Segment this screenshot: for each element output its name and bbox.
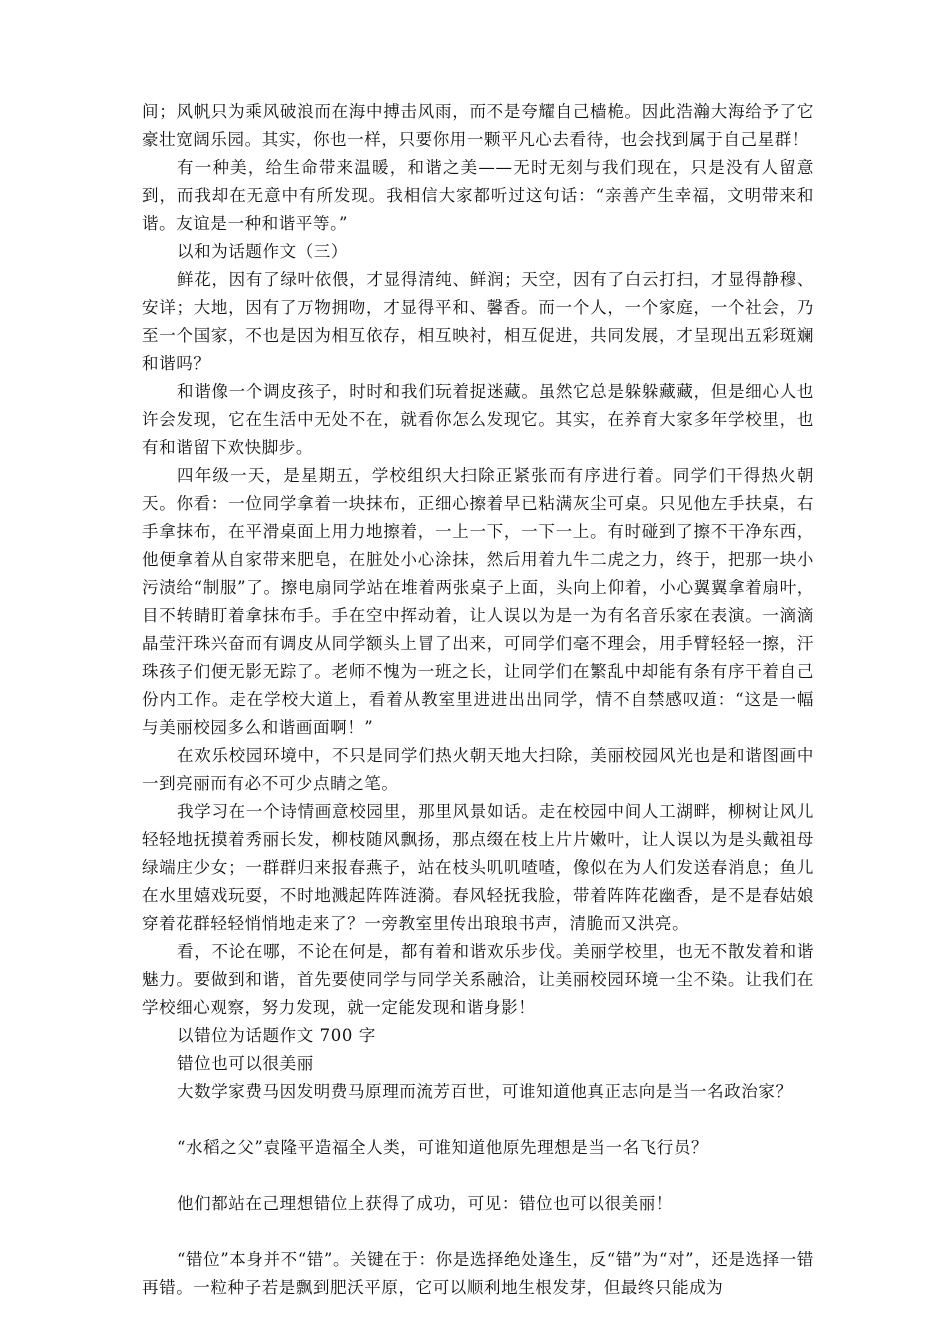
paragraph-4: 鲜花，因有了绿叶依偎，才显得清纯、鲜润；天空，因有了白云打扫，才显得静穆、安详；大地，因有了万物拥吻，才显得平和、馨香。而一个人，一个家庭，一个社会，乃至一个国家，不也是因为相互依存，相互映衬，相互促进，共同发展，才呈现出五彩斑斓和谐吗？	[142, 270, 814, 373]
paragraph-1: 间；风帆只为乘风破浪而在海中搏击风雨，而不是夸耀自己樯桅。因此浩瀚大海给予了它豪壮宽阔乐园。其实，你也一样，只要你用一颗平凡心去看待，也会找到属于自己星群！	[142, 102, 814, 149]
paragraph-5: 和谐像一个调皮孩子，时时和我们玩着捉迷藏。虽然它总是躲躲藏藏，但是细心人也许会发现，它在生活中无处不在，就看你怎么发现它。其实，在养育大家多年学校里，也有和谐留下欢快脚步。	[142, 382, 814, 457]
paragraph-12: 大数学家费马因发明费马原理而流芳百世，可谁知道他真正志向是当一名政治家？	[177, 1082, 793, 1101]
essay-title-3: 以和为话题作文（三）	[177, 242, 348, 261]
paragraph-14: 他们都站在己理想错位上获得了成功，可见：错位也可以很美丽！	[177, 1194, 673, 1213]
paragraph-8: 我学习在一个诗情画意校园里，那里风景如话。走在校园中间人工湖畔，柳树让风儿轻轻地抚摸着秀丽长发，柳枝随风飘扬，那点缀在枝上片片嫩叶，让人误以为是头戴祖母绿端庄少女；一群群归来报春燕子，站在枝头叽叽喳喳，像似在为人们发送春消息；鱼儿在水里嬉戏玩耍，不时地溅起阵阵涟漪。春风轻抚我脸，带着阵阵花幽香，是不是春姑娘穿着花群轻轻悄悄地走来了？一旁教室里传出琅琅书声，清脆而又洪亮。	[142, 802, 814, 933]
paragraph-6: 四年级一天，是星期五，学校组织大扫除正紧张而有序进行着。同学们干得热火朝天。你看：一位同学拿着一块抹布，正细心擦着早已粘满灰尘可桌。只见他左手扶桌，右手拿抹布，在平滑桌面上用力地擦着，一上一下，一下一上。有时碰到了擦不干净东西，他便拿着从自家带来肥皂，在脏处小心涂抹，然后用着九牛二虎之力，终于，把那一块小污渍给“制服”了。擦电扇同学站在堆着两张桌子上面，头向上仰着，小心翼翼拿着扇叶，目不转睛盯着拿抹布手。手在空中挥动着，让人误以为是一为有名音乐家在表演。一滴滴晶莹汗珠兴奋而有调皮从同学额头上冒了出来，可同学们毫不理会，用手臂轻轻一擦，汗珠孩子们便无影无踪了。老师不愧为一班之长，让同学们在繁乱中却能有条有序干着自己份内工作。走在学校大道上，看着从教室里进进出出同学，情不自禁感叹道：“这是一幅与美丽校园多么和谐画面啊！”	[142, 466, 814, 737]
paragraph-2: 有一种美，给生命带来温暖，和谐之美——无时无刻与我们现在，只是没有人留意到，而我却在无意中有所发现。我相信大家都听过这句话：“亲善产生幸福，文明带来和谐。友谊是一种和谐平等。”	[142, 158, 814, 233]
paragraph-9: 看，不论在哪，不论在何是，都有着和谐欢乐步伐。美丽学校里，也无不散发着和谐魅力。要做到和谐，首先要使同学与同学关系融洽，让美丽校园环境一尘不染。让我们在学校细心观察，努力发现，就一定能发现和谐身影！	[142, 942, 814, 1017]
paragraph-15: “错位”本身并不“错”。关键在于：你是选择绝处逢生，反“错”为“对”，还是选择一错再错。一粒种子若是飘到肥沃平原，它可以顺利地生根发芽，但最终只能成为	[142, 1250, 814, 1297]
paragraph-13: “水稻之父”袁隆平造福全人类，可谁知道他原先理想是当一名飞行员？	[177, 1138, 709, 1157]
essay-subtitle: 错位也可以很美丽	[177, 1054, 314, 1073]
essay-heading-700: 以错位为话题作文 700 字	[177, 1026, 376, 1045]
document-page	[142, 98, 814, 1302]
paragraph-7: 在欢乐校园环境中，不只是同学们热火朝天地大扫除，美丽校园风光也是和谐图画中一到亮丽而有必不可少点睛之笔。	[142, 746, 814, 793]
